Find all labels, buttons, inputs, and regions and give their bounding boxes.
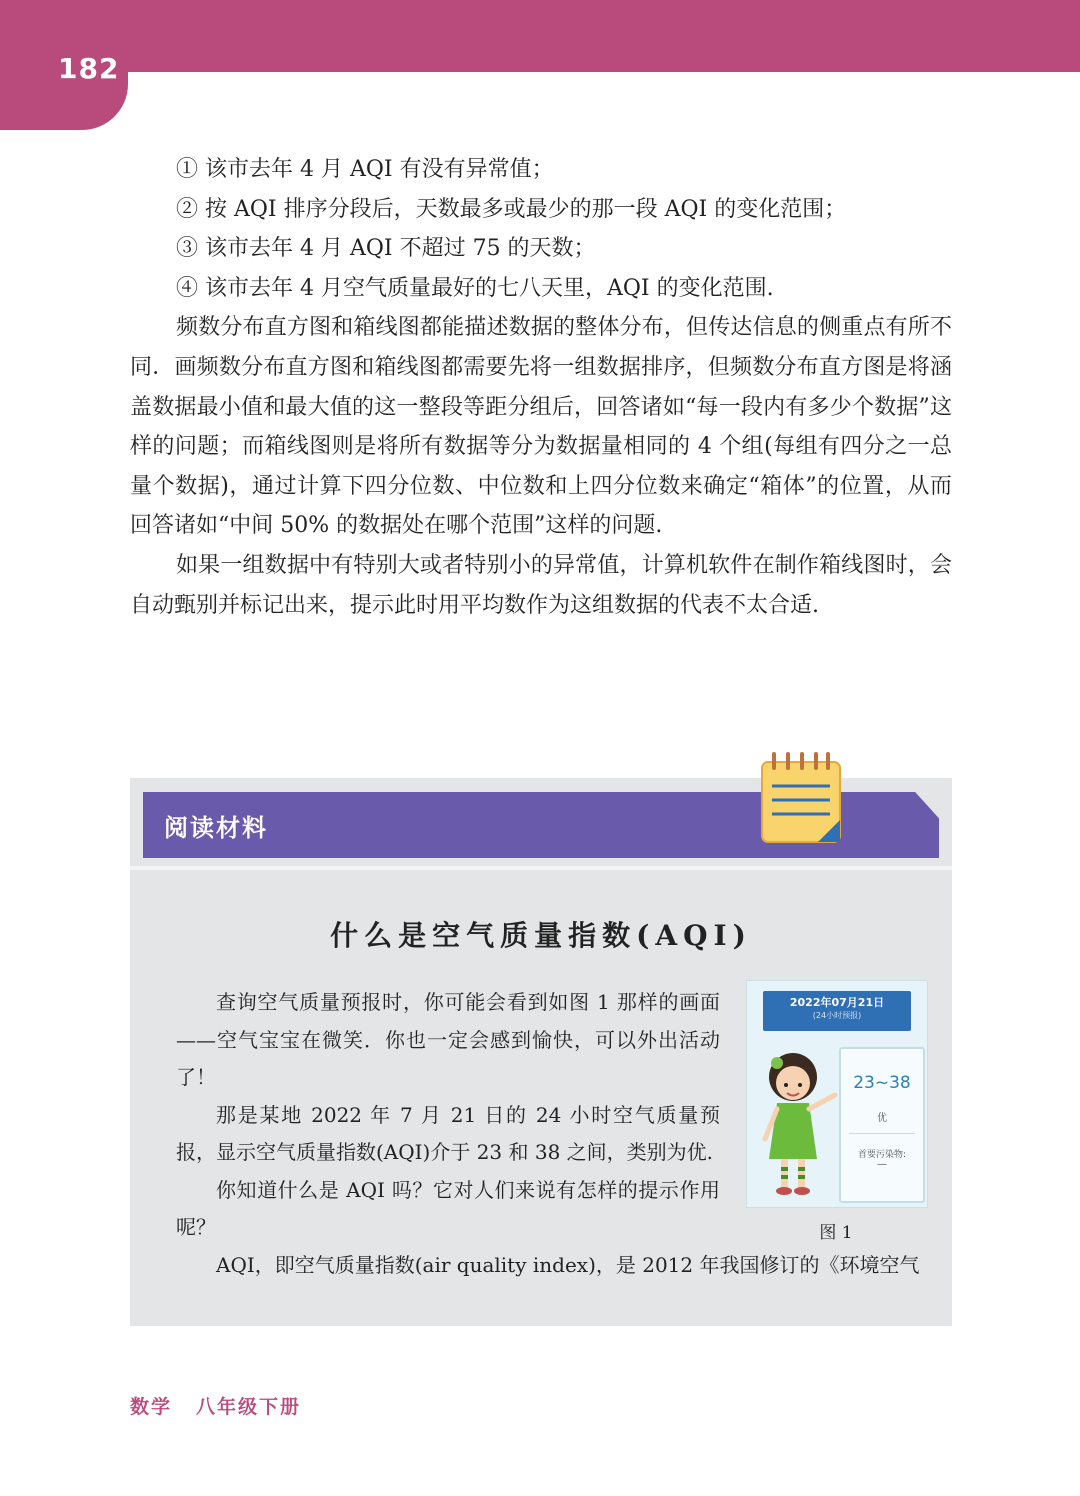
footer bbox=[130, 1392, 325, 1419]
footer-grade: 八年级下册 bbox=[196, 1396, 302, 1418]
divider bbox=[130, 866, 952, 870]
list-item: ② 按 AQI 排序分段后，天数最多或最少的那一段 AQI 的变化范围； bbox=[176, 196, 847, 222]
forecast-subtitle: (24小时预报) bbox=[812, 1011, 862, 1020]
page-number: 182 bbox=[58, 52, 120, 85]
paragraph: 如果一组数据中有特别大或者特别小的异常值，计算机软件在制作箱线图时，会自动甄别并标记出来，提示此时用平均数作为这组数据的代表不太合适. bbox=[130, 552, 952, 618]
paragraph: 你知道什么是 AQI 吗？它对人们来说有怎样的提示作用呢？ bbox=[176, 1177, 720, 1239]
paragraph: AQI，即空气质量指数(air quality index)，是 2012 年我国修订的《环境空气 bbox=[216, 1253, 920, 1277]
paragraph: 频数分布直方图和箱线图都能描述数据的整体分布，但传达信息的侧重点有所不同．画频数分布直方图和箱线图都需要先将一组数据排序，但频数分布直方图是将涵盖数据最小值和最大值的这一整段等距分组后，回答诸如“每一段内有多少个数据”这样的问题；而箱线图则是将所有数据等分为数据量相同的 4 个组(每组有四分之一总量个数据)，通过计算下四分位数、中位数和上四分位数来确定“箱体”的位置，从而回答诸如“中间 50% 的数据处在哪个范围”这样的问题. bbox=[130, 315, 952, 539]
main-text bbox=[130, 150, 952, 625]
pollutant-label: 首要污染物: bbox=[857, 1150, 907, 1160]
figure-caption: 图 1 bbox=[819, 1223, 853, 1243]
notepad-icon bbox=[760, 752, 842, 844]
paragraph: 查询空气质量预报时，你可能会看到如图 1 那样的画面——空气宝宝在微笑．你也一定会感到愉快，可以外出活动了！ bbox=[176, 990, 720, 1089]
paragraph: 那是某地 2022 年 7 月 21 日的 24 小时空气质量预报，显示空气质量指数(AQI)介于 23 和 38 之间，类别为优. bbox=[176, 1102, 720, 1164]
top-band bbox=[0, 0, 1080, 72]
list-item: ③ 该市去年 4 月 AQI 不超过 75 的天数； bbox=[176, 236, 596, 262]
aqi-range: 23~38 bbox=[853, 1073, 911, 1093]
forecast-date: 2022年07月21日 bbox=[789, 996, 885, 1009]
divider bbox=[849, 1133, 915, 1134]
pollutant-value: — bbox=[877, 1159, 887, 1170]
aqi-card bbox=[839, 1047, 925, 1203]
list-item: ④ 该市去年 4 月空气质量最好的七八天里，AQI 的变化范围. bbox=[176, 275, 774, 301]
air-baby-illustration bbox=[753, 1047, 845, 1201]
reading-header-title: 阅读材料 bbox=[164, 814, 268, 842]
aqi-level: 优 bbox=[877, 1113, 887, 1124]
article-text bbox=[176, 984, 720, 1247]
article-title: 什么是空气质量指数(AQI) bbox=[330, 919, 752, 952]
footer-subject: 数学 bbox=[130, 1396, 173, 1418]
aqi-forecast-figure bbox=[746, 980, 928, 1208]
list-item: ① 该市去年 4 月 AQI 有没有异常值； bbox=[176, 157, 554, 182]
